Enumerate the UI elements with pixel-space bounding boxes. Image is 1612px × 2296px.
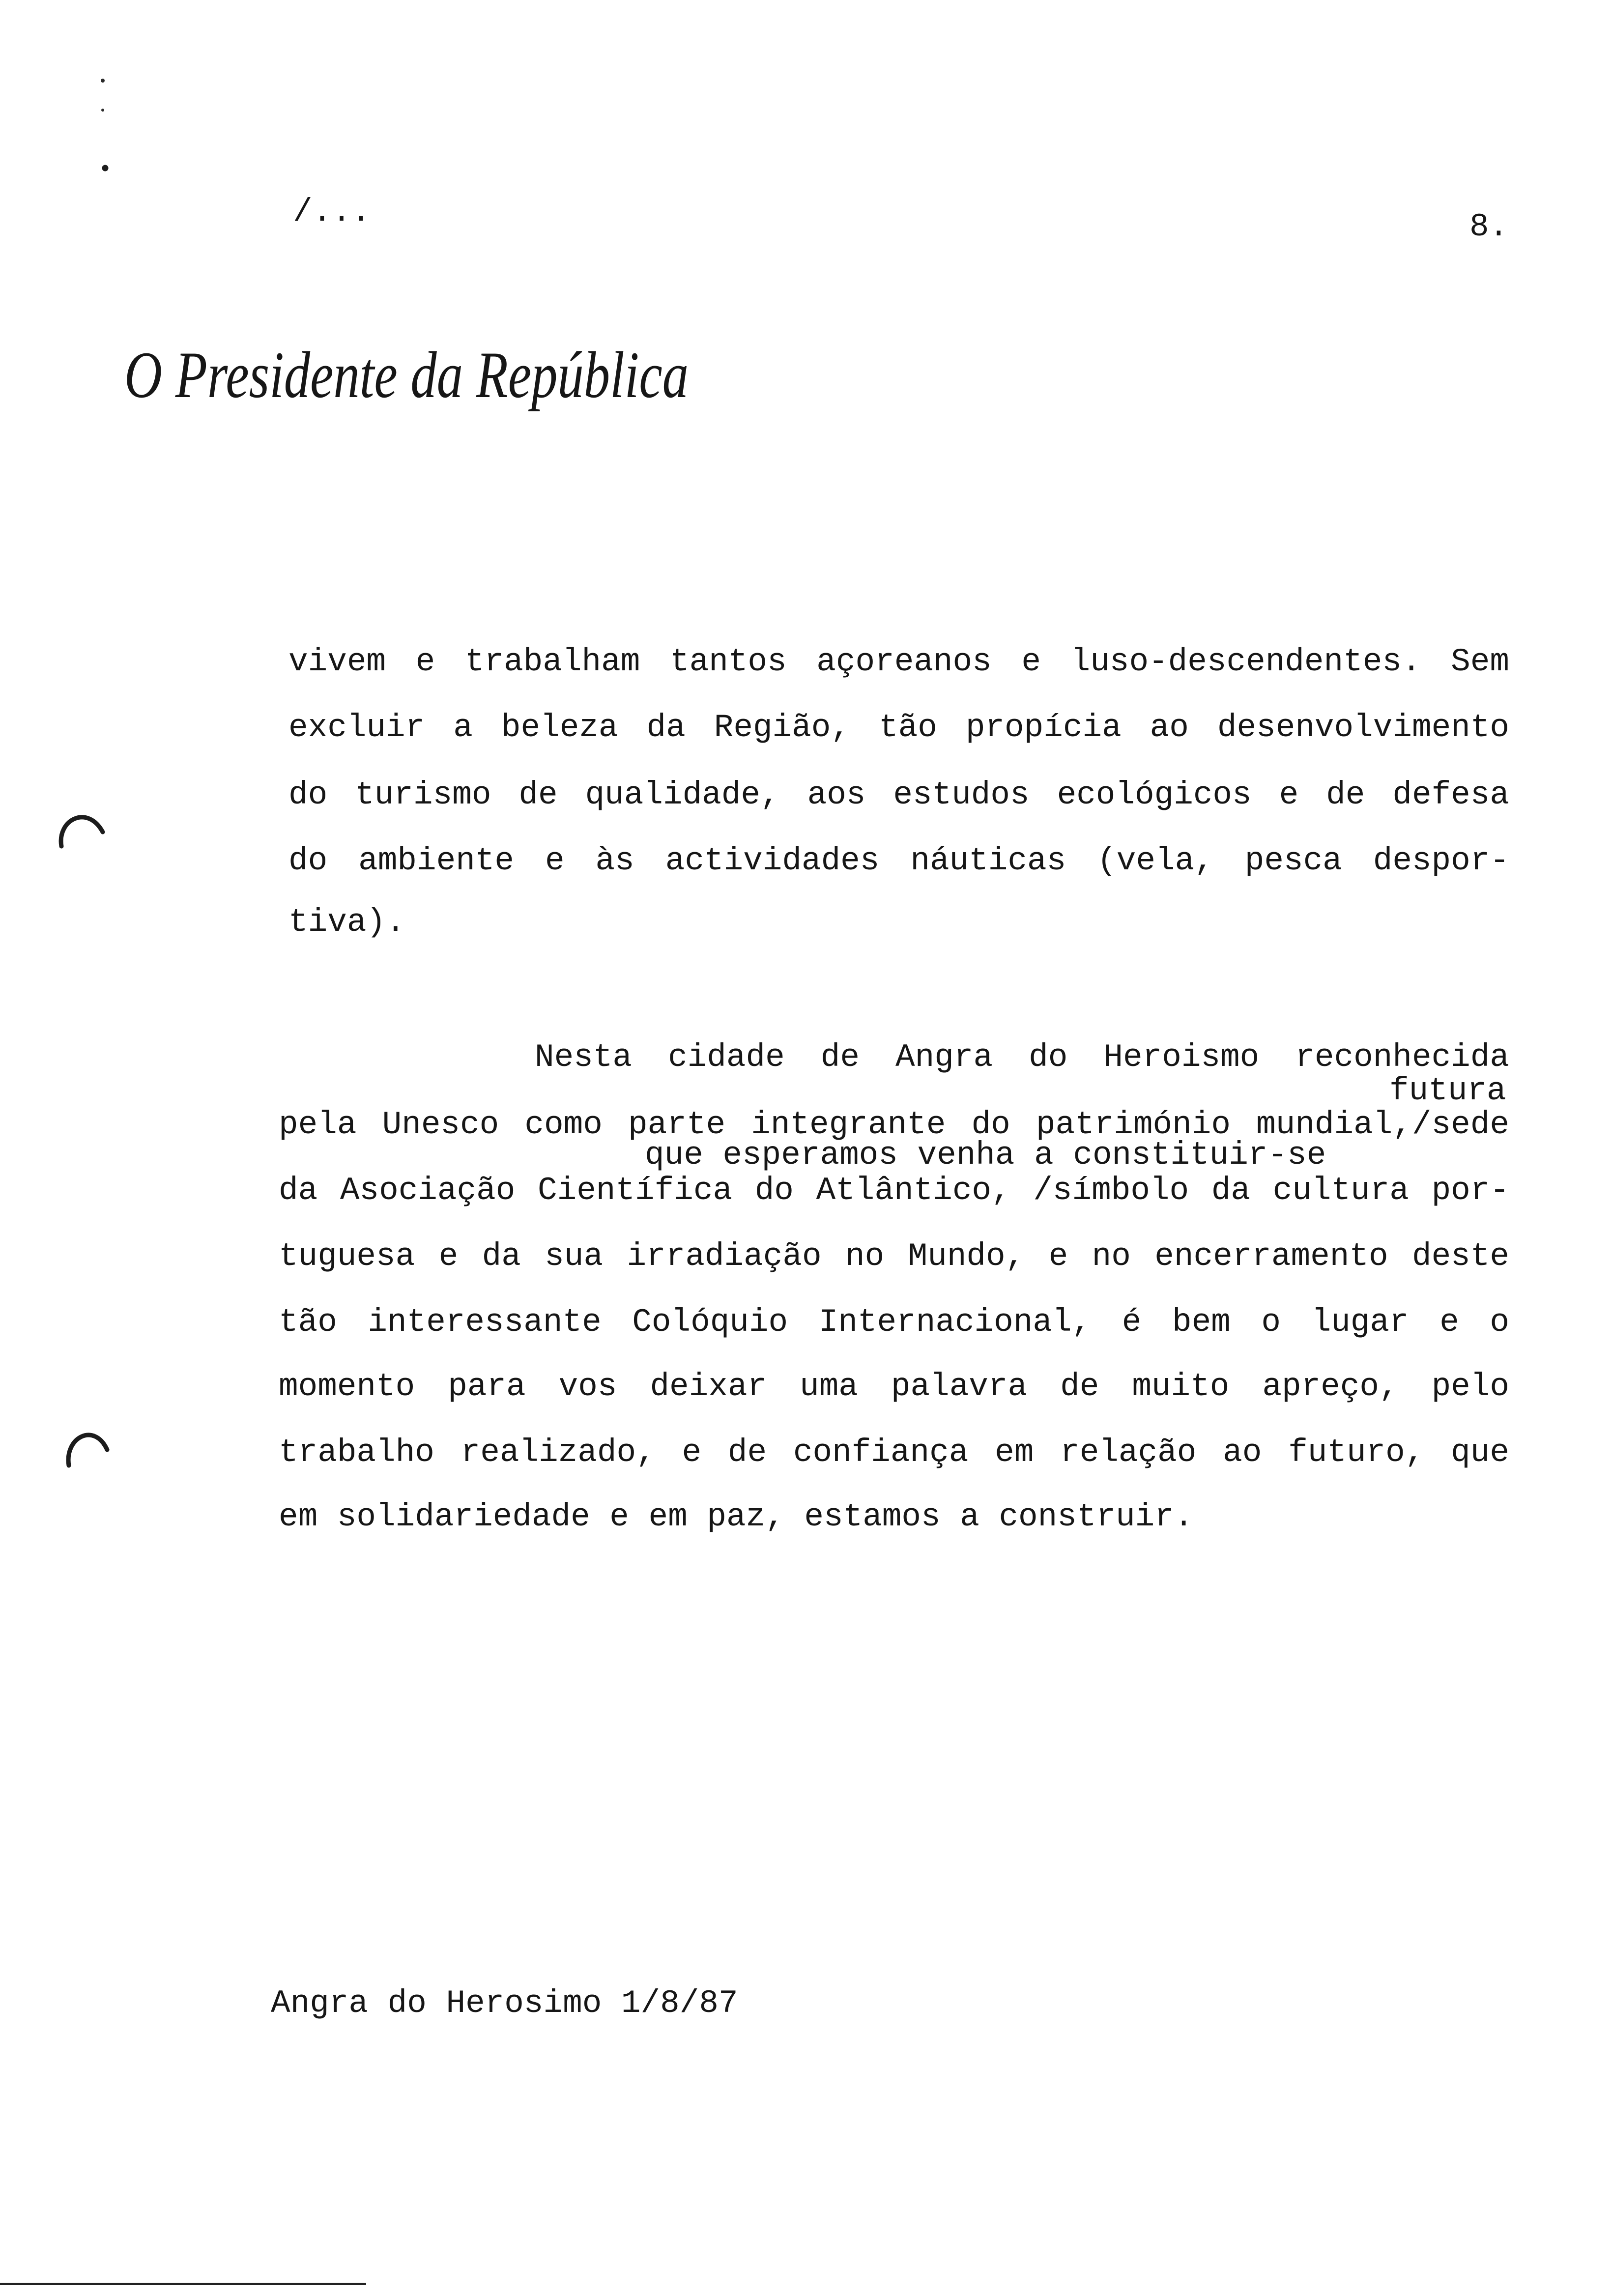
place-and-date: Angra do Herosimo 1/8/87 xyxy=(271,1985,738,2022)
page-number: 8. xyxy=(1469,208,1509,245)
paragraph-2-line: tão interessante Colóquio Internacional, é bem o lugar e o xyxy=(279,1304,1509,1341)
interlinear-insert: que esperamos venha a constituir-se xyxy=(645,1137,1326,1174)
paragraph-2-line: pela Unesco como parte integrante do património mundial,/sede xyxy=(279,1106,1509,1143)
scan-edge-line xyxy=(0,2283,366,2285)
paragraph-2-line: trabalho realizado, e de confiança em relação ao futuro, que xyxy=(279,1434,1509,1471)
letterhead: O Presidente da República xyxy=(124,339,689,412)
paragraph-1-line: vivem e trabalham tantos açoreanos e luso-descendentes. Sem xyxy=(288,643,1509,680)
paragraph-2-line: da Asociação Científica do Atlântico, /símbolo da cultura por- xyxy=(279,1172,1509,1209)
paragraph-1-line: excluir a beleza da Região, tão propícia ao desenvolvimento xyxy=(288,709,1509,746)
punch-hole-mark xyxy=(61,817,103,846)
interlinear-insert: futura xyxy=(1389,1072,1506,1109)
paragraph-2-line: tuguesa e da sua irradiação no Mundo, e no encerramento deste xyxy=(279,1238,1509,1275)
paragraph-1-line: tiva). xyxy=(288,904,405,941)
paragraph-2-line: momento para vos deixar uma palavra de muito apreço, pelo xyxy=(279,1368,1509,1405)
scan-speck xyxy=(101,79,105,83)
paragraph-1-line: do turismo de qualidade, aos estudos ecológicos e de defesa xyxy=(288,776,1509,813)
paragraph-2-line: em solidariedade e em paz, estamos a construir. xyxy=(279,1498,1194,1535)
punch-hole-mark xyxy=(68,1435,107,1465)
scan-speck xyxy=(102,165,109,172)
paragraph-1-line: do ambiente e às actividades náuticas (vela, pesca despor- xyxy=(288,842,1509,879)
continuation-mark: /... xyxy=(293,194,371,230)
paragraph-2-line: Nesta cidade de Angra do Heroismo reconhecida xyxy=(535,1039,1509,1076)
scan-speck xyxy=(101,109,104,112)
